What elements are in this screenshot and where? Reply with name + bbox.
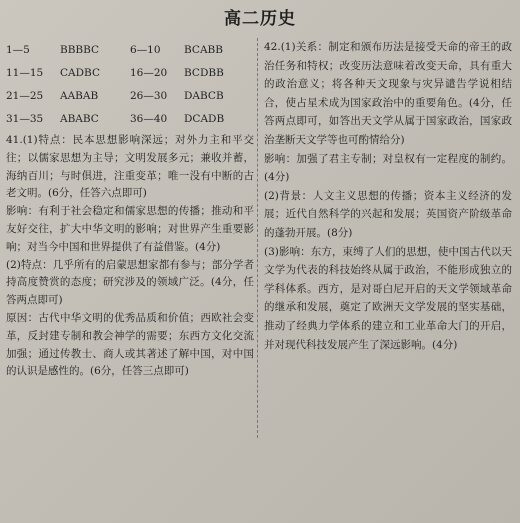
q42-part2-background: (2)背景：人文主义思想的传播；资本主义经济的发展；近代自然科学的兴起和发展；英国资产阶级革命的蓬勃开展。(8分) xyxy=(264,189,512,239)
answer-group xyxy=(130,44,254,56)
answer-range: 6—10 xyxy=(130,43,161,56)
answer-row xyxy=(6,107,254,130)
q41-part1-influence: 影响：有利于社会稳定和儒家思想的传播；推动和平友好交往，扩大中华文明的影响；对世界产生重要影响；对当今中国和世界提供了有益借鉴。(4分) xyxy=(6,205,254,253)
answer-letters: AABAB xyxy=(60,89,99,102)
answer-row xyxy=(6,84,254,107)
q41-part1-features: 41.(1)特点：民本思想影响深远；对外力主和平交往；以儒家思想为主导；文明发展多元；兼收并蓄，海纳百川；与时俱进，注重变革；唯一没有中断的古老文明。(6分，任答六点即可) xyxy=(6,134,254,200)
answer-letters: BBBBC xyxy=(60,43,100,56)
answer-range: 36—40 xyxy=(130,112,168,125)
answer-letters: ABABC xyxy=(60,112,99,125)
right-column xyxy=(264,38,512,354)
answer-group xyxy=(130,90,254,102)
left-column xyxy=(6,38,254,381)
answer-letters: DCADB xyxy=(184,112,225,125)
q42-part3-influence: (3)影响：东方，束缚了人们的思想，使中国古代以天文学为代表的科技始终从属于政治，不能形成独立的学科体系。西方，是对哥白尼开启的天文学领域革命的继承和发展，奠定了欧洲天文学发展的坚实基础，推动了经典力学体系的建立和工业革命大门的开启，并对现代科技发展产生了深远影响。(4分) xyxy=(264,245,512,351)
answer-group xyxy=(6,44,130,56)
answer-row xyxy=(6,61,254,84)
answer-group xyxy=(6,113,130,125)
q41-part2-reasons: 原因：古代中华文明的优秀品质和价值；西欧社会变革，反封建专制和教会神学的需要；东西方文化交流加强；通过传教士、商人或其著述了解中国，对中国的认识是感性的。(6分，任答三点即可) xyxy=(6,311,254,378)
answer-range: 31—35 xyxy=(6,112,44,125)
answer-row xyxy=(6,38,254,61)
answer-group xyxy=(6,90,130,102)
q42-part1-influence: 影响：加强了君主专制；对皇权有一定程度的制约。(4分) xyxy=(264,152,512,184)
answer-range: 16—20 xyxy=(130,66,168,79)
q41-answer xyxy=(6,132,254,381)
page-title: 高二历史 xyxy=(224,9,296,29)
answer-range: 1—5 xyxy=(6,43,30,56)
answer-letters: BCABB xyxy=(184,43,223,56)
answer-range: 26—30 xyxy=(130,89,168,102)
answer-group xyxy=(6,67,130,79)
answer-group xyxy=(130,67,254,79)
answer-range: 11—15 xyxy=(6,66,44,79)
answer-range: 21—25 xyxy=(6,89,44,102)
answer-letters: CADBC xyxy=(60,66,100,79)
column-divider xyxy=(257,38,258,438)
answer-group xyxy=(130,113,254,125)
answer-letters: DABCB xyxy=(184,89,224,102)
q41-part2-features: (2)特点：几乎所有的启蒙思想家都有参与；部分学者持高度赞赏的态度；研究涉及的领域广泛。(4分，任答两点即可) xyxy=(6,258,254,307)
q42-part1-relation: 42.(1)关系：制定和颁布历法是接受天命的帝王的政治任务和特权；改变历法意味着改变天命，具有重大的政治意义；将各种天文现象与灾异谴告学说相结合，使占星术成为国家政治中的重要角色。(4分，任答两点即可，如答出天文学从属于国家政治，国家政治垄断天文学等也可酌情给分) xyxy=(264,41,512,146)
answer-letters: BCDBB xyxy=(184,66,224,79)
